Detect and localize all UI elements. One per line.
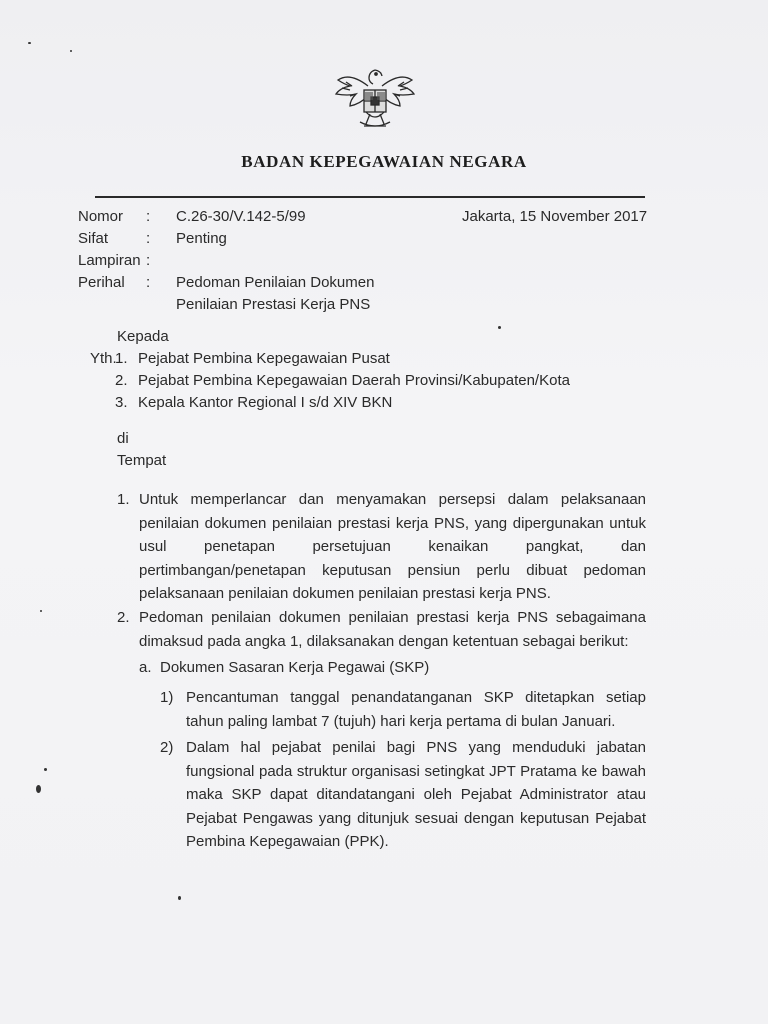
di-label: di bbox=[117, 430, 129, 447]
para-1-text: Untuk memperlancar dan menyamakan persepsi dalam pelaksanaan penilaian dokumen penilaian prestasi kerja PNS, yang dipergunakan untuk usul penetapan persetujuan kenaikan pangkat, dan pertimbangan/penetapan keputusan pensiun perlu dibuat pedoman pelaksanaan penilaian dokumen penilaian prestasi kerja PNS. bbox=[139, 491, 646, 602]
scan-speck bbox=[178, 896, 181, 900]
colon: : bbox=[146, 274, 151, 291]
sifat-label: Sifat bbox=[78, 230, 109, 247]
colon: : bbox=[146, 252, 151, 269]
place-date: Jakarta, 15 November 2017 bbox=[462, 208, 648, 225]
header-rule bbox=[95, 196, 645, 198]
item-2-text: Dalam hal pejabat penilai bagi PNS yang menduduki jabatan fungsional pada struktur organisasi setingkat JPT Pratama ke bawah maka SKP dapat ditandatangani oleh Pejabat Administrator atau Pejabat Pengawas yang ditunjuk sesuai dengan keputusan Pejabat Pembina Kepegawaian (PPK). bbox=[186, 739, 646, 850]
sifat-value: Penting bbox=[176, 230, 227, 247]
item-a-number: a. bbox=[139, 659, 152, 676]
nomor-value: C.26-30/V.142-5/99 bbox=[176, 208, 306, 225]
item-2-number: 2) bbox=[160, 739, 174, 756]
recipient-item bbox=[115, 348, 570, 370]
meta-row-sifat bbox=[78, 228, 374, 250]
garuda-emblem-icon bbox=[330, 56, 420, 146]
meta-row-perihal-cont bbox=[78, 294, 374, 316]
scan-speck bbox=[498, 326, 501, 329]
colon: : bbox=[146, 208, 151, 225]
lampiran-label: Lampiran bbox=[78, 252, 141, 269]
scan-speck bbox=[44, 768, 47, 771]
para-2-text: Pedoman penilaian dokumen penilaian prestasi kerja PNS sebagaimana dimaksud pada angka 1, dilaksanakan dengan ketentuan sebagai berikut: bbox=[139, 609, 646, 650]
meta-row-lampiran bbox=[78, 250, 374, 272]
scan-speck bbox=[36, 785, 41, 793]
recipient-text: Kepala Kantor Regional I s/d XIV BKN bbox=[138, 394, 393, 411]
recipient-number: 1. bbox=[115, 350, 128, 367]
para-1-number: 1. bbox=[117, 491, 130, 508]
kepada-label: Kepada bbox=[117, 328, 169, 345]
scan-speck bbox=[70, 50, 72, 52]
item-a-text: Dokumen Sasaran Kerja Pegawai (SKP) bbox=[160, 659, 430, 676]
recipient-list bbox=[115, 348, 570, 414]
yth-label: Yth. bbox=[90, 350, 117, 367]
recipient-item bbox=[115, 392, 570, 414]
recipient-number: 2. bbox=[115, 372, 128, 389]
meta-row-nomor bbox=[78, 206, 374, 228]
nomor-label: Nomor bbox=[78, 208, 124, 225]
organization-title: BADAN KEPEGAWAIAN NEGARA bbox=[241, 152, 527, 171]
recipient-text: Pejabat Pembina Kepegawaian Daerah Provinsi/Kabupaten/Kota bbox=[138, 372, 570, 389]
recipient-item bbox=[115, 370, 570, 392]
scan-speck bbox=[28, 42, 31, 44]
item-1-number: 1) bbox=[160, 689, 174, 706]
scan-speck bbox=[40, 610, 42, 612]
meta-row-perihal bbox=[78, 272, 374, 294]
para-2-number: 2. bbox=[117, 609, 130, 626]
perihal-line2: Penilaian Prestasi Kerja PNS bbox=[176, 296, 371, 313]
recipient-number: 3. bbox=[115, 394, 128, 411]
colon: : bbox=[146, 230, 151, 247]
item-1-text: Pencantuman tanggal penandatanganan SKP ditetapkan setiap tahun paling lambat 7 (tujuh) hari kerja pertama di bulan Januari. bbox=[186, 689, 646, 730]
perihal-label: Perihal bbox=[78, 274, 125, 291]
tempat-label: Tempat bbox=[117, 452, 167, 469]
letter-meta bbox=[78, 206, 374, 316]
recipient-text: Pejabat Pembina Kepegawaian Pusat bbox=[138, 350, 390, 367]
perihal-line1: Pedoman Penilaian Dokumen bbox=[176, 274, 375, 291]
